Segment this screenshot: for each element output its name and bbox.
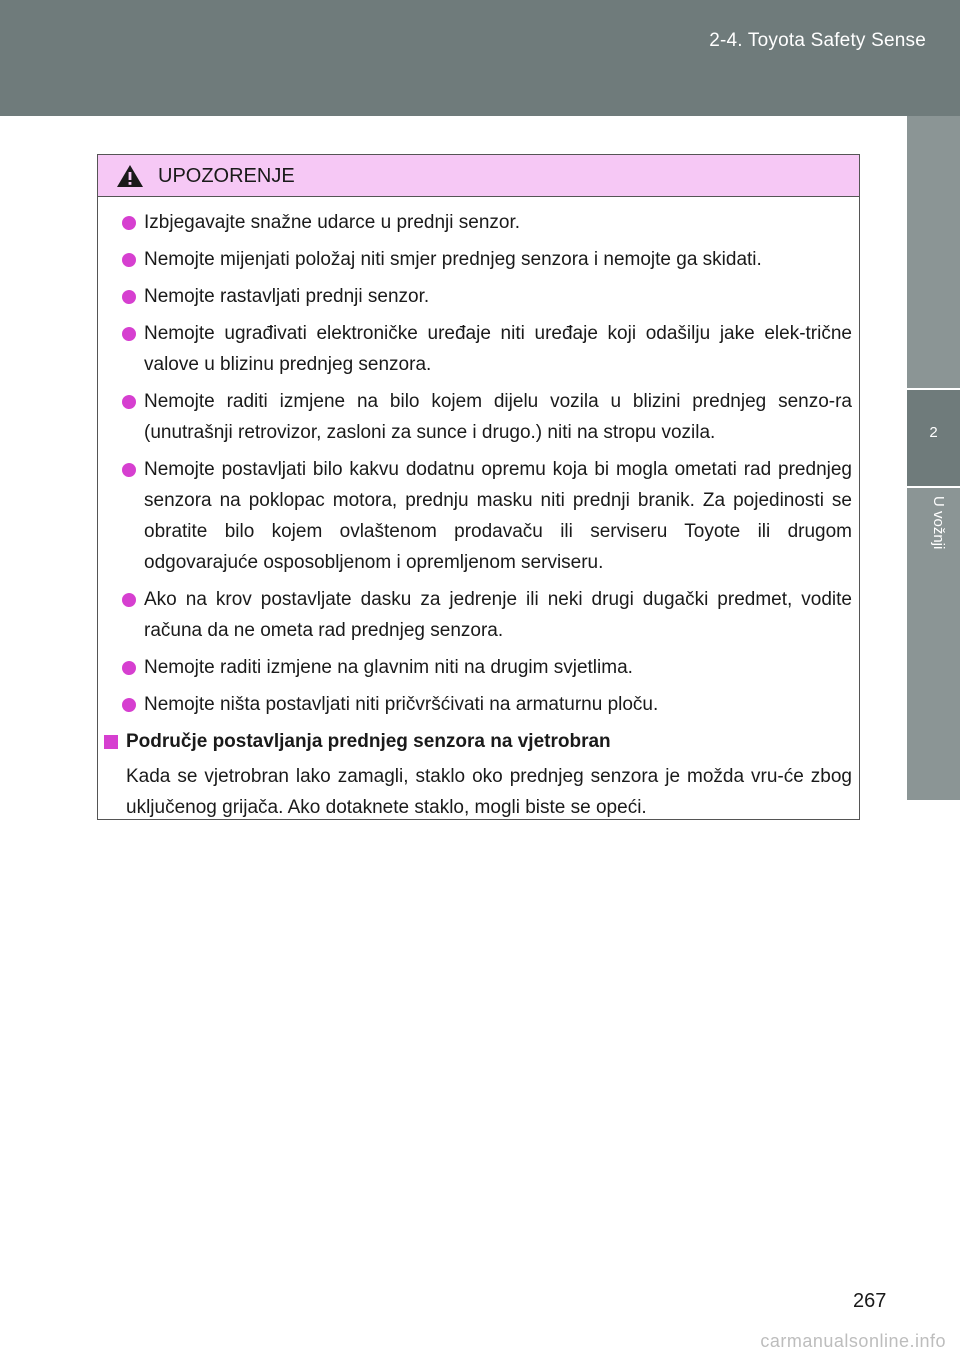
page-header bbox=[0, 0, 960, 116]
item-text: Nemojte raditi izmjene na bilo kojem dijelu vozila u blizini prednjeg senzo-ra (unutrašnji retrovizor, zasloni za sunce i drugo.) niti na stropu vozila. bbox=[144, 391, 852, 443]
subsection-heading bbox=[104, 726, 861, 757]
item-text: Nemojte mijenjati položaj niti smjer prednjeg senzora i nemojte ga skidati. bbox=[144, 249, 762, 270]
list-item bbox=[122, 318, 852, 380]
bullet-icon bbox=[122, 395, 136, 409]
subsection-heading-text: Područje postavljanja prednjeg senzora na vjetrobran bbox=[126, 731, 611, 752]
list-item bbox=[122, 386, 852, 448]
list-item bbox=[122, 652, 852, 683]
item-text: Nemojte rastavljati prednji senzor. bbox=[144, 286, 430, 307]
chapter-number: 2 bbox=[929, 424, 938, 441]
warning-header bbox=[98, 155, 859, 197]
bullet-icon bbox=[122, 253, 136, 267]
item-text: Nemojte raditi izmjene na glavnim niti na drugim svjetlima. bbox=[144, 657, 633, 678]
square-bullet-icon bbox=[104, 735, 118, 749]
warning-triangle-icon bbox=[116, 164, 144, 188]
bullet-icon bbox=[122, 290, 136, 304]
list-item bbox=[122, 281, 852, 312]
bullet-icon bbox=[122, 593, 136, 607]
warning-content bbox=[98, 207, 861, 823]
list-item bbox=[122, 584, 852, 646]
bullet-icon bbox=[122, 661, 136, 675]
warning-box bbox=[97, 154, 860, 820]
bullet-icon bbox=[122, 216, 136, 230]
side-strip-upper bbox=[907, 116, 960, 388]
bullet-icon bbox=[122, 463, 136, 477]
item-text: Izbjegavajte snažne udarce u prednji senzor. bbox=[144, 212, 521, 233]
list-item bbox=[122, 244, 852, 275]
subsection-body: Kada se vjetrobran lako zamagli, staklo oko prednjeg senzora je možda vru-će zbog uključenog grijača. Ako dotaknete staklo, mogli biste se opeći. bbox=[126, 766, 852, 818]
list-item bbox=[122, 207, 852, 238]
chapter-label: U vožnji bbox=[930, 496, 947, 550]
page-number: 267 bbox=[853, 1290, 887, 1312]
warning-title: UPOZORENJE bbox=[158, 165, 295, 187]
item-text: Nemojte postavljati bilo kakvu dodatnu opremu koja bi mogla ometati rad prednjeg senzora na poklopac motora, prednju masku niti prednji branik. Za pojedinosti se obratite bilo kojem ovlaštenom prodavaču ili serviseru Toyote ili drugom odgovarajuće osposobljenom i opremljenom serviseru. bbox=[144, 459, 852, 573]
list-item bbox=[122, 689, 852, 720]
item-text: Nemojte ugrađivati elektroničke uređaje niti uređaje koji odašilju jake elek-trične valove u blizinu prednjeg senzora. bbox=[144, 323, 852, 375]
item-text: Nemojte ništa postavljati niti pričvršćivati na armaturnu ploču. bbox=[144, 694, 659, 715]
list-item bbox=[122, 454, 852, 578]
bullet-icon bbox=[122, 327, 136, 341]
watermark: carmanualsonline.info bbox=[760, 1331, 946, 1351]
section-title: 2-4. Toyota Safety Sense bbox=[709, 30, 926, 51]
item-text: Ako na krov postavljate dasku za jedrenje ili neki drugi dugački predmet, vodite računa da ne ometa rad prednjeg senzora. bbox=[144, 589, 852, 641]
bullet-icon bbox=[122, 698, 136, 712]
